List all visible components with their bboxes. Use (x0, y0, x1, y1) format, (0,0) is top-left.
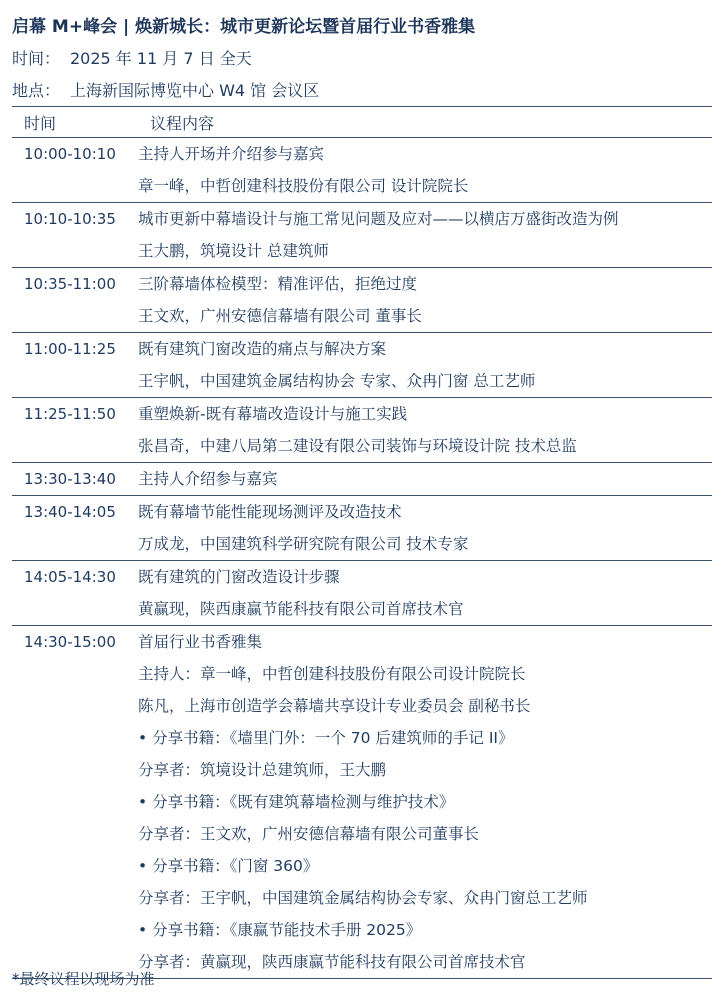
agenda-content-line: 既有幕墙节能性能现场测评及改造技术 (138, 503, 402, 521)
agenda-content-cell (138, 333, 712, 397)
event-place-value: 上海新国际博览中心 W4 馆 会议区 (70, 81, 320, 100)
agenda-time-cell: 11:25-11:50 (24, 405, 116, 423)
agenda-content-cell (138, 496, 712, 560)
agenda-content-line: 分享者：黄赢现，陕西康赢节能科技有限公司首席技术官 (138, 953, 526, 971)
agenda-content-line: 分享者：王宇帆，中国建筑金属结构协会专家、众冉门窗总工艺师 (138, 889, 588, 907)
column-header-time: 时间 (24, 113, 57, 133)
event-time-value: 2025 年 11 月 7 日 全天 (70, 49, 252, 68)
agenda-content-line: 王大鹏，筑境设计 总建筑师 (138, 242, 329, 260)
agenda-content-line: 章一峰，中哲创建科技股份有限公司 设计院院长 (138, 177, 469, 195)
event-time-label: 时间： (12, 49, 61, 68)
agenda-content-cell (138, 626, 712, 978)
agenda-row (12, 268, 712, 333)
agenda-content-line: 万成龙，中国建筑科学研究院有限公司 技术专家 (138, 535, 469, 553)
agenda-content-cell (138, 138, 712, 202)
agenda-row (12, 398, 712, 463)
agenda-content-cell (138, 203, 712, 267)
agenda-content-line: 主持人开场并介绍参与嘉宾 (138, 145, 325, 163)
agenda-row (12, 138, 712, 203)
event-place (12, 78, 319, 101)
agenda-content-line: • 分享书籍：《康赢节能技术手册 2025》 (138, 921, 422, 939)
footnote: *最终议程以现场为准 (12, 970, 155, 988)
agenda-content-line: 黄赢现，陕西康赢节能科技有限公司首席技术官 (138, 600, 464, 618)
agenda-content-cell (138, 268, 712, 332)
agenda-content-cell (138, 398, 712, 462)
agenda-content-line: 张昌奇，中建八局第二建设有限公司装饰与环境设计院 技术总监 (138, 437, 577, 455)
agenda-time-cell: 10:10-10:35 (24, 210, 116, 228)
agenda-row (12, 626, 712, 979)
agenda-row (12, 203, 712, 268)
event-place-label: 地点： (12, 81, 61, 100)
agenda-content-line: 城市更新中幕墙设计与施工常见问题及应对——以横店万盛街改造为例 (138, 210, 619, 228)
agenda-time-cell: 10:35-11:00 (24, 275, 116, 293)
agenda-table (12, 106, 712, 979)
agenda-row (12, 496, 712, 561)
agenda-content-cell (138, 561, 712, 625)
agenda-rows (12, 138, 712, 979)
agenda-content-line: • 分享书籍：《墙里门外：一个 70 后建筑师的手记 II》 (138, 729, 514, 747)
agenda-time-cell: 14:30-15:00 (24, 633, 116, 651)
agenda-header-row (12, 107, 712, 138)
agenda-content-line: 三阶幕墙体检模型：精准评估，拒绝过度 (138, 275, 418, 293)
page-title: 启幕 M+峰会 | 焕新城长：城市更新论坛暨首届行业书香雅集 (12, 17, 476, 37)
agenda-content-line: 分享者：筑境设计总建筑师，王大鹏 (138, 761, 387, 779)
agenda-content-line: 主持人：章一峰，中哲创建科技股份有限公司设计院院长 (138, 665, 526, 683)
event-time (12, 46, 252, 69)
agenda-content-line: 既有建筑的门窗改造设计步骤 (138, 568, 340, 586)
agenda-time-cell: 13:30-13:40 (24, 470, 116, 488)
agenda-content-line: 分享者：王文欢，广州安德信幕墙有限公司董事长 (138, 825, 480, 843)
agenda-content-line: 重塑焕新-既有幕墙改造设计与施工实践 (138, 405, 408, 423)
agenda-time-cell: 14:05-14:30 (24, 568, 116, 586)
agenda-row (12, 463, 712, 496)
agenda-content-line: 首届行业书香雅集 (138, 633, 263, 651)
agenda-row (12, 333, 712, 398)
agenda-row (12, 561, 712, 626)
agenda-content-line: 陈凡，上海市创造学会幕墙共享设计专业委员会 副秘书长 (138, 697, 531, 715)
agenda-content-line: • 分享书籍：《门窗 360》 (138, 857, 319, 875)
agenda-time-cell: 10:00-10:10 (24, 145, 116, 163)
column-header-content: 议程内容 (150, 113, 215, 133)
agenda-time-cell: 11:00-11:25 (24, 340, 116, 358)
agenda-content-line: 王宇帆，中国建筑金属结构协会 专家、众冉门窗 总工艺师 (138, 372, 536, 390)
agenda-content-line: • 分享书籍：《既有建筑幕墙检测与维护技术》 (138, 793, 455, 811)
agenda-content-line: 既有建筑门窗改造的痛点与解决方案 (138, 340, 387, 358)
agenda-content-line: 主持人介绍参与嘉宾 (138, 470, 278, 488)
agenda-time-cell: 13:40-14:05 (24, 503, 116, 521)
agenda-content-line: 王文欢，广州安德信幕墙有限公司 董事长 (138, 307, 422, 325)
agenda-content-cell (138, 463, 712, 495)
